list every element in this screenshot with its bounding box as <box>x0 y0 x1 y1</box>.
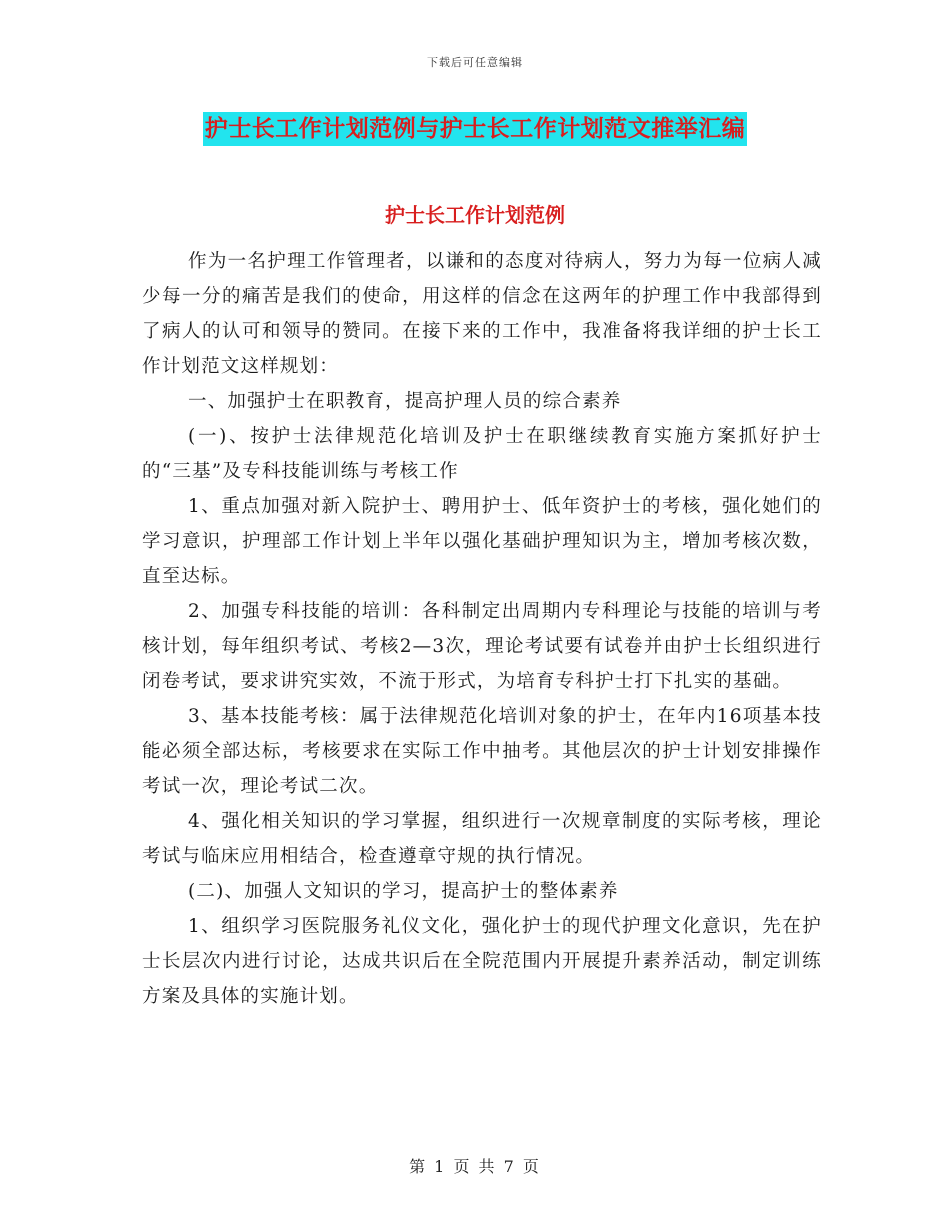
paragraph-item-3: 3、基本技能考核：属于法律规范化培训对象的护士，在年内16项基本技能必须全部达标，考核要求在实际工作中抽考。其他层次的护士计划安排操作考试一次，理论考试二次。 <box>142 706 822 797</box>
paragraph-subsection-1-heading: (一)、按护士法律规范化培训及护士在职继续教育实施方案抓好护士的“三基”及专科技能训练与考核工作 <box>142 426 822 482</box>
paragraph-subsection-2-item-1: 1、组织学习医院服务礼仪文化，强化护士的现代护理文化意识，先在护士长层次内进行讨论，达成共识后在全院范围内开展提升素养活动，制定训练方案及具体的实施计划。 <box>142 916 822 1007</box>
paragraph-item-1: 1、重点加强对新入院护士、聘用护士、低年资护士的考核，强化她们的学习意识，护理部工作计划上半年以强化基础护理知识为主，增加考核次数，直至达标。 <box>142 496 822 587</box>
document-title: 护士长工作计划范例与护士长工作计划范文推举汇编 <box>203 112 748 146</box>
paragraph-section-1-heading: 一、加强护士在职教育，提高护理人员的综合素养 <box>188 391 622 412</box>
page-number-footer: 第 1 页 共 7 页 <box>409 1157 541 1176</box>
document-body <box>142 244 822 1014</box>
document-title-container <box>0 112 950 146</box>
section-heading: 护士长工作计划范例 <box>385 203 565 227</box>
paragraph-subsection-2-heading: (二)、加强人文知识的学习，提高护士的整体素养 <box>188 881 619 902</box>
paragraph-item-4: 4、强化相关知识的学习掌握，组织进行一次规章制度的实际考核，理论考试与临床应用相结合，检查遵章守规的执行情况。 <box>142 811 822 867</box>
paragraph-intro: 作为一名护理工作管理者，以谦和的态度对待病人，努力为每一位病人减少每一分的痛苦是我们的使命，用这样的信念在这两年的护理工作中我部得到了病人的认可和领导的赞同。在接下来的工作中，我准备将我详细的护士长工作计划范文这样规划： <box>142 251 822 377</box>
header-note: 下载后可任意编辑 <box>427 56 523 69</box>
paragraph-item-2: 2、加强专科技能的培训：各科制定出周期内专科理论与技能的培训与考核计划，每年组织考试、考核2—3次，理论考试要有试卷并由护士长组织进行闭卷考试，要求讲究实效，不流于形式，为培育专科护士打下扎实的基础。 <box>142 601 822 692</box>
